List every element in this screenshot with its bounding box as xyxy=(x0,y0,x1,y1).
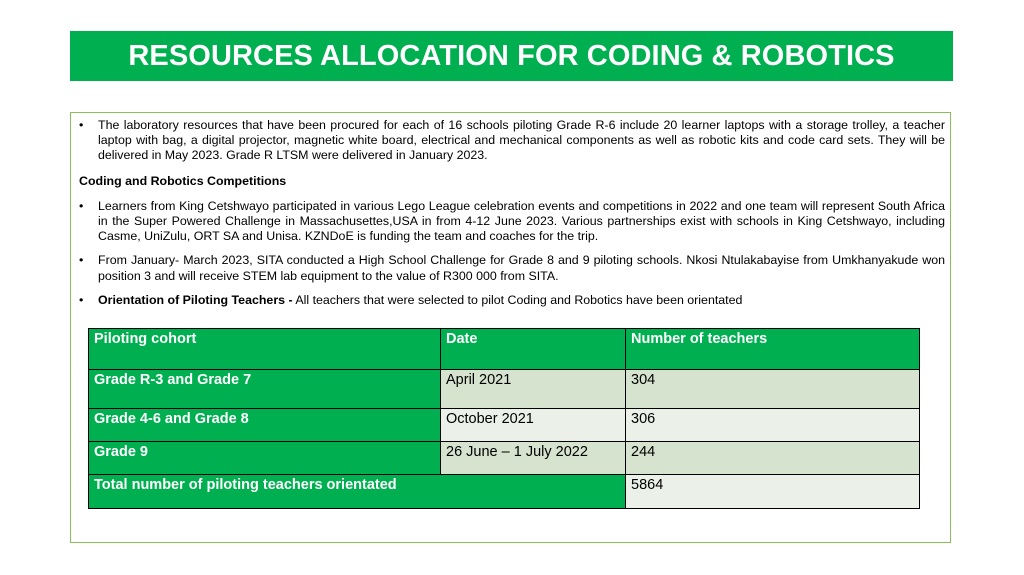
bullet-dot: • xyxy=(79,198,84,213)
header-cell-cohort: Piloting cohort xyxy=(89,329,441,370)
page-title: RESOURCES ALLOCATION FOR CODING & ROBOTICS xyxy=(128,39,895,72)
orientation-label: Orientation of Piloting Teachers - xyxy=(98,292,293,307)
teachers-cell: 306 xyxy=(626,409,920,442)
orientation-text: All teachers that were selected to pilot Coding and Robotics have been orientated xyxy=(292,292,743,307)
bullet-sita xyxy=(79,253,945,283)
cohort-cell: Grade 4-6 and Grade 8 xyxy=(89,409,441,442)
bullet-orientation xyxy=(79,293,945,308)
king-cetshwayo-text: Learners from King Cetshwayo participated in various Lego League celebration events and competitions in 2022 and one team will represent South Africa in the Super Powered Challenge in Massachusettes,USA in from 4-12 June 2023. Various partnerships exist with schools in King Cetshwayo, including Casme, UniZulu, ORT SA and Unisa. KZNDoE is funding the team and coaches for the trip. xyxy=(98,198,945,244)
cohort-cell: Grade R-3 and Grade 7 xyxy=(89,370,441,409)
date-cell: 26 June – 1 July 2022 xyxy=(441,442,626,475)
header-cell-date: Date xyxy=(441,329,626,370)
competitions-heading: Coding and Robotics Competitions xyxy=(79,173,287,188)
bullet-resources xyxy=(79,118,945,164)
teachers-cell: 304 xyxy=(626,370,920,409)
header-cell-teachers: Number of teachers xyxy=(626,329,920,370)
bullet-dot: • xyxy=(79,253,84,268)
bullet-dot: • xyxy=(79,292,84,307)
table-row xyxy=(89,442,920,475)
resources-text: The laboratory resources that have been procured for each of 16 schools piloting Grade R-6 include 20 learner laptops with a storage trolley, a teacher laptop with bag, a digital projector, magnetic white board, electrical and mechanical components as well as robotic kits and code card sets. They will be delivered in May 2023. Grade R LTSM were delivered in January 2023. xyxy=(98,118,945,163)
title-banner xyxy=(70,31,953,81)
piloting-cohort-table xyxy=(88,328,920,509)
content-box xyxy=(70,112,951,543)
text-area xyxy=(79,118,945,308)
bullet-dot: • xyxy=(79,118,84,132)
date-cell: October 2021 xyxy=(441,409,626,442)
table-row xyxy=(89,409,920,442)
date-cell: April 2021 xyxy=(441,370,626,409)
sita-text: From January- March 2023, SITA conducted a High School Challenge for Grade 8 and 9 piloting schools. Nkosi Ntulakabayise from Umkhanyakude won position 3 and will receive STEM lab equipment to the value of R300 000 from SITA. xyxy=(98,253,945,283)
teachers-cell: 244 xyxy=(626,442,920,475)
table-total-row xyxy=(89,475,920,509)
bullet-king-cetshwayo xyxy=(79,199,945,245)
table-row xyxy=(89,370,920,409)
table-header-row xyxy=(89,329,920,370)
total-label-cell: Total number of piloting teachers orientated xyxy=(89,475,626,509)
cohort-cell: Grade 9 xyxy=(89,442,441,475)
total-value-cell: 5864 xyxy=(626,475,920,509)
